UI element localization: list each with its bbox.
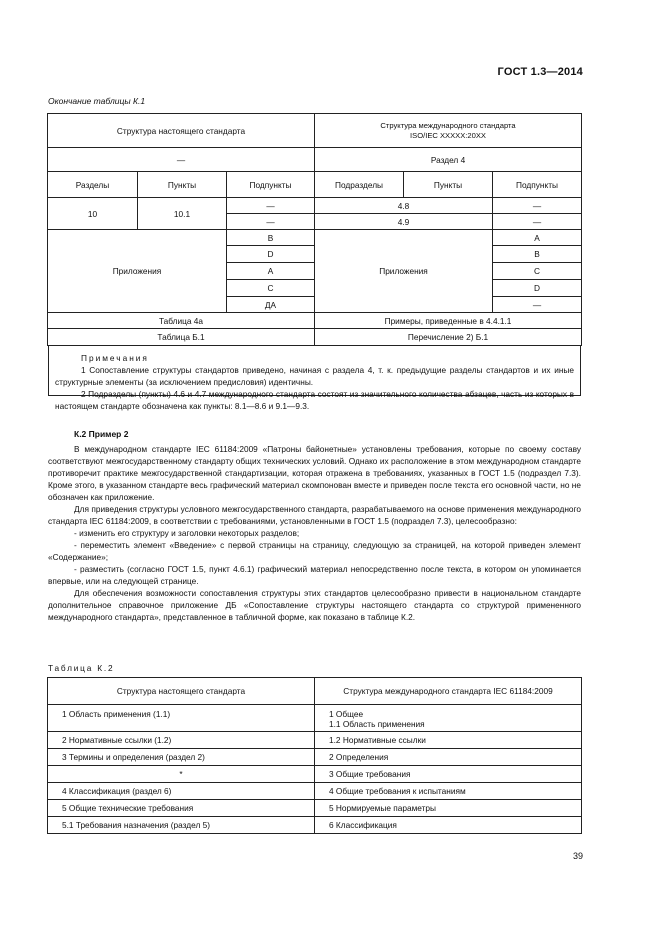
note-item: 2 Подразделы (пункты) 4.6 и 4.7 международного стандарта состоят из значительного количества абзацев, часть из которых в настоящем стандарте обозначена как пункты: 8.1—8.6 и 9.1—9.3. <box>55 389 574 411</box>
table1-left-section: 10 <box>48 198 138 230</box>
page-number: 39 <box>572 851 583 861</box>
table1-cell: 4.9 <box>315 214 493 230</box>
table1-cell: С <box>227 280 315 297</box>
table1-head-left: Структура настоящего стандарта <box>48 114 315 148</box>
table2-cell-right: 2 Определения <box>315 749 582 766</box>
table1-annex-label-left: Приложения <box>48 230 227 313</box>
table-k1-caption: Окончание таблицы К.1 <box>48 96 146 106</box>
table1-head-right <box>315 114 582 148</box>
table1-cell: D <box>493 280 582 297</box>
table2-cell-right: 6 Классификация <box>315 817 582 834</box>
table1-head-right-line1: Структура международного стандарта <box>380 120 516 130</box>
table2-cell-left: 2 Нормативные ссылки (1.2) <box>48 732 315 749</box>
table1-col-header: Разделы <box>48 172 138 198</box>
table-k2-caption: Таблица К.2 <box>48 663 115 673</box>
body-list-item: - разместить (согласно ГОСТ 1.5, пункт 4.6.1) графический материал непосредственно после текста, в котором он упоминается впервые, или на следующей странице. <box>48 564 581 586</box>
table1-cell: С <box>493 263 582 280</box>
table1-col-header: Подразделы <box>315 172 404 198</box>
table1-cell: — <box>227 214 315 230</box>
table1-dash-left: — <box>48 148 315 172</box>
table1-cell: — <box>493 297 582 313</box>
table2-cell-right: 3 Общие требования <box>315 766 582 783</box>
table1-cell: ДА <box>227 297 315 313</box>
table1-cell: — <box>493 198 582 214</box>
table1-extra-left: Таблица 4а <box>48 313 315 329</box>
table2-cell-right: 1.2 Нормативные ссылки <box>315 732 582 749</box>
comparison-table-k1 <box>47 113 582 346</box>
body-list-item: - изменить его структуру и заголовки некоторых разделов; <box>74 528 300 538</box>
table2-cell-left: 5.1 Требования назначения (раздел 5) <box>48 817 315 834</box>
table1-section-right: Раздел 4 <box>315 148 582 172</box>
table1-cell: 4.8 <box>315 198 493 214</box>
table2-head-right: Структура международного стандарта IEC 61184:2009 <box>315 678 582 705</box>
table1-cell: — <box>493 214 582 230</box>
section-heading: К.2 Пример 2 <box>74 429 129 439</box>
table2-cell-left: * <box>48 766 315 783</box>
body-list-item: - переместить элемент «Введение» с первой страницы на страницу, следующую за страницей, на которой приведен элемент «Содержание»; <box>48 540 581 562</box>
table1-col-header: Пункты <box>138 172 227 198</box>
table1-cell: А <box>227 263 315 280</box>
table1-extra-left: Таблица Б.1 <box>48 329 315 346</box>
table1-notes <box>48 346 581 411</box>
table1-cell: В <box>493 246 582 263</box>
table2-cell-right <box>315 705 582 732</box>
table1-extra-right: Перечисление 2) Б.1 <box>315 329 582 346</box>
table1-col-header: Подпункты <box>227 172 315 198</box>
table1-cell: В <box>227 230 315 246</box>
body-paragraph: В международном стандарте IEC 61184:2009 «Патроны байонетные» установлены требования, которые по своему составу соответствуют межгосударственному стандарту общих технических условий. Однако их расположение в этом международном стандарте противоречит практике межгосударственной стандартизации, которая отражена в требованиях, указанных в ГОСТ 1.5 (подраздел 7.3). Кроме этого, в указанном стандарте весь графический материал скомпонован вместе и приведен после текста его основной части, но не обозначен как приложение. <box>48 444 581 502</box>
table2-cell-left: 5 Общие технические требования <box>48 800 315 817</box>
table2-cell-left: 3 Термины и определения (раздел 2) <box>48 749 315 766</box>
standard-header: ГОСТ 1.3—2014 <box>497 66 583 78</box>
table1-cell: D <box>227 246 315 263</box>
table1-extra-right: Примеры, приведенные в 4.4.1.1 <box>315 313 582 329</box>
table1-col-header: Подпункты <box>493 172 582 198</box>
table2-cell-left: 1 Область применения (1.1) <box>48 705 315 732</box>
table2-cell-right-line1: 1 Общее <box>329 708 364 719</box>
table1-col-header: Пункты <box>404 172 493 198</box>
table1-cell: — <box>227 198 315 214</box>
notes-title: Примечания <box>81 353 149 363</box>
table1-left-clause: 10.1 <box>138 198 227 230</box>
table1-head-right-line2: ISO/IEC XXXXX:20XX <box>410 130 486 140</box>
table2-cell-left: 4 Классификация (раздел 6) <box>48 783 315 800</box>
table1-cell: А <box>493 230 582 246</box>
comparison-table-k2 <box>47 677 582 834</box>
note-item: 1 Сопоставление структуры стандартов приведено, начиная с раздела 4, т. к. предыдущие разделы стандартов и их иные структурные элементы (за исключением предисловия) идентичны. <box>55 365 574 387</box>
section-body <box>48 443 581 623</box>
table2-head-left: Структура настоящего стандарта <box>48 678 315 705</box>
table2-cell-right: 4 Общие требования к испытаниям <box>315 783 582 800</box>
table2-cell-right: 5 Нормируемые параметры <box>315 800 582 817</box>
table2-cell-right-line2: 1.1 Область применения <box>329 718 425 729</box>
body-paragraph: Для обеспечения возможности сопоставления структуры этих стандартов целесообразно привести в национальном стандарте дополнительное справочное приложение ДБ «Сопоставление структуры настоящего стандарта со структурой примененного международного стандарта», представленное в табличной форме, как показано в таблице К.2. <box>48 588 581 622</box>
table1-annex-label-right: Приложения <box>315 230 493 313</box>
body-paragraph: Для приведения структуры условного межгосударственного стандарта, разрабатываемого на основе применения международного стандарта IEC 61184:2009, в соответствии с требованиями, установленными в ГОСТ 1.5 (подраздел 7.3), целесообразно: <box>48 504 581 526</box>
